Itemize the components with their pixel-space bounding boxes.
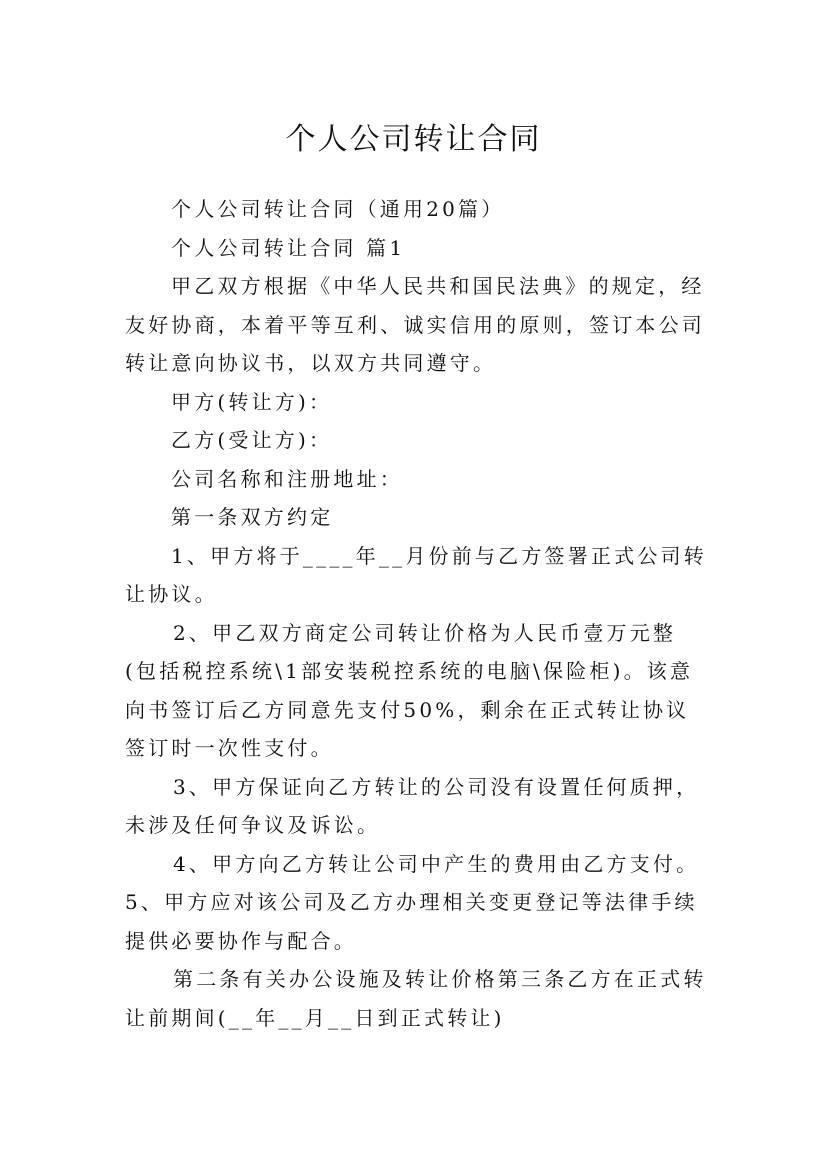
paragraph-company-info: 公司名称和注册地址： [171, 466, 403, 491]
paragraph-party-a: 甲方(转让方)： [171, 389, 333, 414]
paragraph-section-heading: 个人公司转让合同 篇1 [171, 235, 406, 260]
paragraph-article-1: 第一条双方约定 [171, 505, 334, 529]
paragraph-clause-3: 3、甲方保证向乙方转让的公司没有设置任何质押，未涉及任何争议及诉讼。 [125, 774, 700, 837]
paragraph-clause-2: 2、甲乙双方商定公司转让价格为人民币壹万元整(包括税控系统\1部安装税控系统的电脑\保险柜)。该意向书签订后乙方同意先支付50%，剩余在正式转让协议签订时一次性支付。 [125, 620, 694, 760]
paragraph-preamble: 甲乙双方根据《中华人民共和国民法典》的规定，经友好协商，本着平等互利、诚实信用的原则，签订本公司转让意向协议书，以双方共同遵守。 [125, 274, 705, 375]
paragraph-article-2-3: 第二条有关办公设施及转让价格第三条乙方在正式转让前期间(__年__月__日到正式转让) [125, 967, 707, 1030]
document-body [125, 190, 710, 1037]
paragraph-collection-title: 个人公司转让合同（通用20篇） [171, 197, 505, 221]
document-title: 个人公司转让合同 [285, 122, 542, 158]
paragraph-clause-1: 1、甲方将于____年__月份前与乙方签署正式公司转让协议。 [125, 543, 707, 606]
paragraph-party-b: 乙方(受让方)： [171, 428, 333, 452]
paragraph-clause-4: 4、甲方向乙方转让公司中产生的费用由乙方支付。5、甲方应对该公司及乙方办理相关变更登记等法律手续提供必要协作与配合。 [125, 851, 700, 953]
